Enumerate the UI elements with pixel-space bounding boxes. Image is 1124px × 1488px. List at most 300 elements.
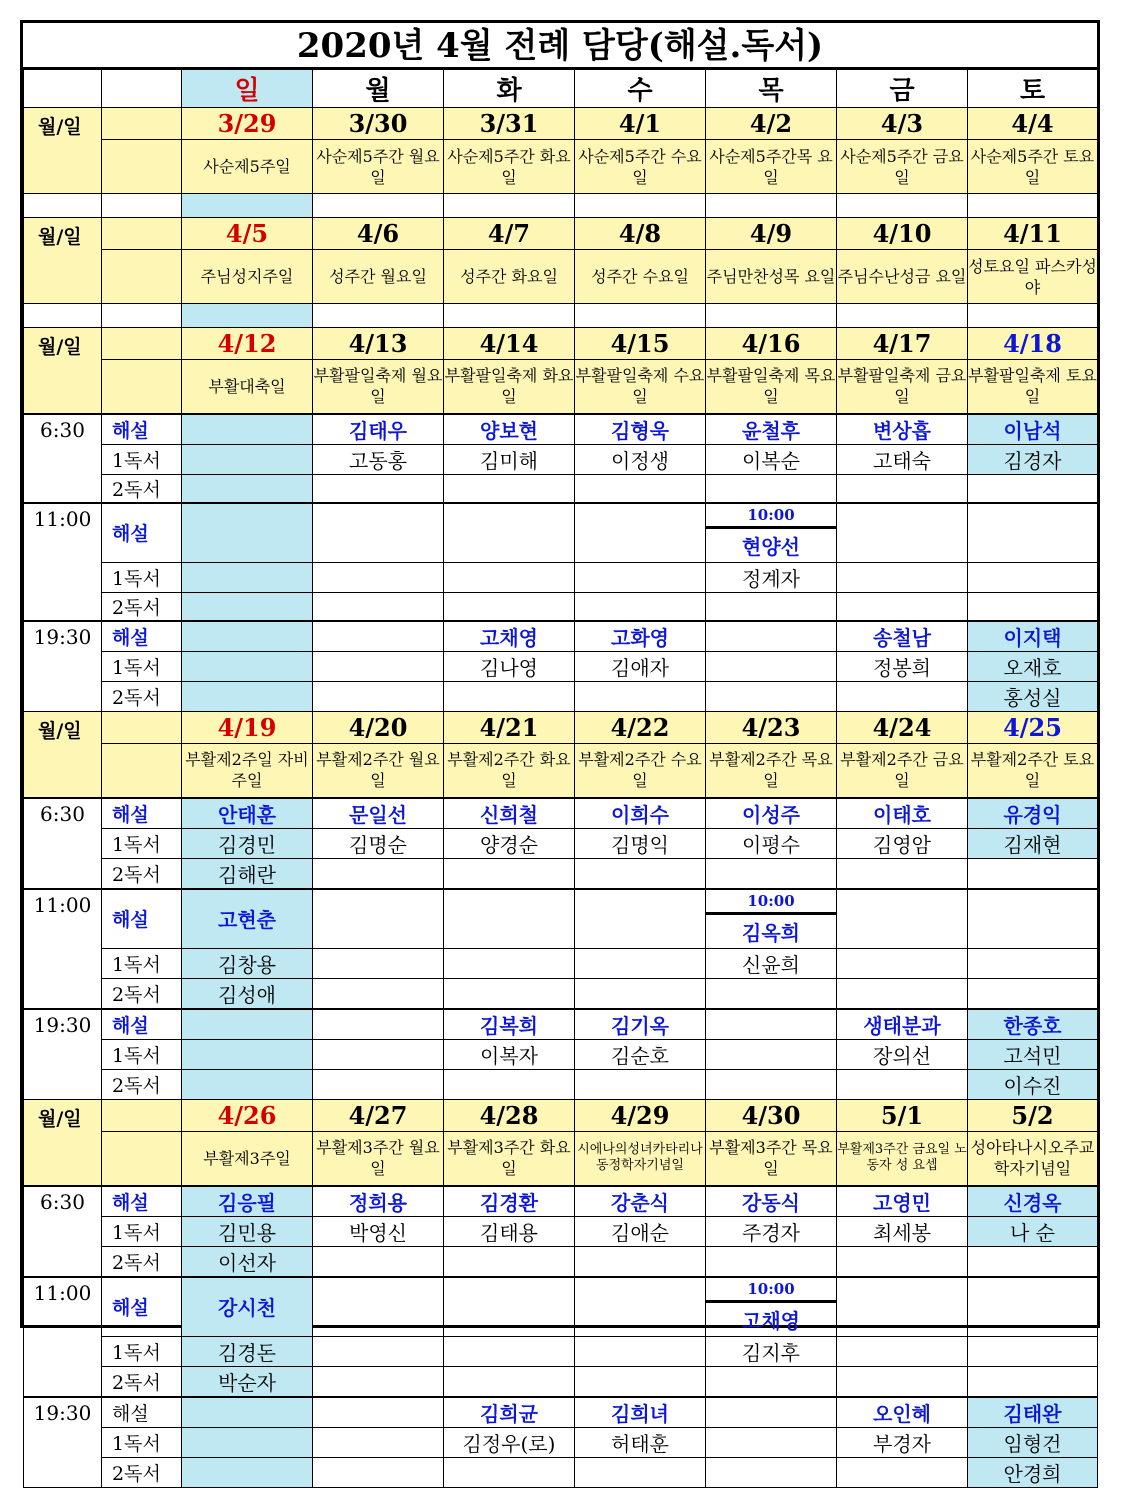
role-label: 1독서 [102, 1428, 182, 1458]
label-spacer [102, 108, 182, 140]
assignee-name [968, 593, 1098, 622]
date-cell: 4/14 [444, 328, 575, 360]
role-label: 1독서 [102, 1040, 182, 1070]
assignee-name [837, 889, 968, 949]
date-cell: 4/4 [968, 108, 1098, 140]
date-cell: 4/23 [706, 712, 837, 744]
weekday-5: 금 [837, 70, 968, 108]
date-cell: 4/24 [837, 712, 968, 744]
assignee-name [313, 474, 444, 503]
date-row [24, 218, 1098, 250]
assignee-name [706, 593, 837, 622]
assignee-name [968, 1277, 1098, 1337]
assignee-name: 장의선 [837, 1040, 968, 1070]
assignee-name: 박순자 [182, 1367, 313, 1398]
role-label: 2독서 [102, 1246, 182, 1277]
spacer-cell [24, 304, 102, 328]
date-cell: 4/10 [837, 218, 968, 250]
date-cell: 4/18 [968, 328, 1098, 360]
mass-row [24, 949, 1098, 979]
spacer-cell [102, 194, 182, 218]
feast-row [24, 360, 1098, 414]
assignee-name [575, 474, 706, 503]
spacer-cell [313, 194, 444, 218]
assignee-name: 최세봉 [837, 1216, 968, 1246]
month-day-label: 월/일 [24, 1100, 102, 1186]
mass-row [24, 1428, 1098, 1458]
feast-cell: 부활제3주간 목요일 [706, 1132, 837, 1186]
assignee-name [837, 1246, 968, 1277]
date-cell: 4/15 [575, 328, 706, 360]
assignee-name [968, 1367, 1098, 1398]
feast-cell: 부활제2주간 화요일 [444, 744, 575, 798]
mass-time: 11:00 [24, 503, 102, 622]
assignee-name [968, 949, 1098, 979]
assignee-name: 문일선 [313, 798, 444, 829]
assignee-name [575, 979, 706, 1010]
assignee-name [313, 621, 444, 652]
assignee-name [968, 474, 1098, 503]
label-spacer [102, 712, 182, 744]
date-cell: 5/2 [968, 1100, 1098, 1132]
assignee-name [182, 1428, 313, 1458]
assignee-name: 김경민 [182, 828, 313, 858]
assignee-name [575, 1337, 706, 1367]
weekday-6: 토 [968, 70, 1098, 108]
assignee-name [182, 1397, 313, 1428]
weekday-header-row [24, 70, 1098, 108]
label-spacer [102, 250, 182, 304]
feast-cell: 부활제3주간 월요일 [313, 1132, 444, 1186]
assignee-name [444, 979, 575, 1010]
assignee-name: 안경희 [968, 1458, 1098, 1488]
schedule-sheet [20, 20, 1100, 1486]
mass-row [24, 682, 1098, 712]
assignee-name [313, 1070, 444, 1100]
date-cell: 4/30 [706, 1100, 837, 1132]
assignee-name [444, 682, 575, 712]
date-cell: 4/1 [575, 108, 706, 140]
mass-row [24, 1277, 1098, 1337]
date-cell: 4/20 [313, 712, 444, 744]
assignee-name: 김재현 [968, 828, 1098, 858]
assignee-name [313, 1397, 444, 1428]
date-cell: 4/16 [706, 328, 837, 360]
date-cell: 4/26 [182, 1100, 313, 1132]
assignee-name: 허태훈 [575, 1428, 706, 1458]
mass-row [24, 1458, 1098, 1488]
assignee-name [444, 563, 575, 593]
corner-cell [102, 70, 182, 108]
role-label: 2독서 [102, 1367, 182, 1398]
assignee-name: 김경환 [444, 1186, 575, 1217]
assignee-name [575, 949, 706, 979]
assignee-name: 송철남 [837, 621, 968, 652]
date-row [24, 328, 1098, 360]
date-row [24, 1100, 1098, 1132]
page-title: 2020년 4월 전례 담당(해설.독서) [23, 23, 1097, 69]
mass-row [24, 1337, 1098, 1367]
date-cell: 4/27 [313, 1100, 444, 1132]
assignee-name [837, 858, 968, 889]
spacer-cell [837, 194, 968, 218]
assignee-name: 이복자 [444, 1040, 575, 1070]
assignee-name [837, 593, 968, 622]
label-spacer [102, 328, 182, 360]
assignee-name: 김희녀 [575, 1397, 706, 1428]
assignee-name [837, 1277, 968, 1337]
assignee-name [706, 1070, 837, 1100]
mass-row [24, 1216, 1098, 1246]
assignee-name: 김애순 [575, 1216, 706, 1246]
corner-cell [24, 70, 102, 108]
assignee-name: 윤철후 [706, 414, 837, 445]
assignee-name: 김기옥 [575, 1009, 706, 1040]
feast-cell: 성주간 월요일 [313, 250, 444, 304]
assignee-name: 고화영 [575, 621, 706, 652]
special-mass-time: 10:00 [706, 1278, 836, 1303]
assignee-name [444, 1337, 575, 1367]
spacer-cell [182, 194, 313, 218]
weekday-4: 목 [706, 70, 837, 108]
assignee-name [182, 1458, 313, 1488]
label-spacer [102, 1132, 182, 1186]
mass-row [24, 1367, 1098, 1398]
assignee-name: 김창용 [182, 949, 313, 979]
mass-time: 19:30 [24, 1009, 102, 1100]
mass-row [24, 1186, 1098, 1217]
assignee-name [706, 1040, 837, 1070]
feast-cell: 부활제2주간 월요일 [313, 744, 444, 798]
assignee-name [182, 1070, 313, 1100]
feast-cell: 사순제5주간 금요일 [837, 140, 968, 194]
assignee-name [444, 889, 575, 949]
feast-cell: 부활제2주일 자비주일 [182, 744, 313, 798]
assignee-name: 이수진 [968, 1070, 1098, 1100]
date-cell: 4/12 [182, 328, 313, 360]
assignee-name [313, 503, 444, 563]
assignee-name: 김성애 [182, 979, 313, 1010]
assignee-name: 임형건 [968, 1428, 1098, 1458]
role-label: 1독서 [102, 563, 182, 593]
assignee-name: 고영민 [837, 1186, 968, 1217]
assignee-name [182, 563, 313, 593]
assignee-name [968, 563, 1098, 593]
assignee-name [313, 652, 444, 682]
mass-row [24, 828, 1098, 858]
feast-cell: 부활팔일축제 수요일 [575, 360, 706, 414]
date-row [24, 108, 1098, 140]
mass-row [24, 444, 1098, 474]
date-cell: 4/22 [575, 712, 706, 744]
assignee-name: 김옥희 [742, 920, 800, 945]
spacer-cell [968, 304, 1098, 328]
spacer-cell [24, 194, 102, 218]
feast-cell: 부활팔일축제 토요일 [968, 360, 1098, 414]
spacer-cell [968, 194, 1098, 218]
spacer-cell [102, 304, 182, 328]
role-label: 2독서 [102, 858, 182, 889]
assignee-name [575, 563, 706, 593]
assignee-name: 김경자 [968, 444, 1098, 474]
date-cell: 4/5 [182, 218, 313, 250]
date-cell: 4/2 [706, 108, 837, 140]
assignee-name: 김희균 [444, 1397, 575, 1428]
assignee-name [575, 682, 706, 712]
date-cell: 4/13 [313, 328, 444, 360]
assignee-name: 김해란 [182, 858, 313, 889]
feast-cell: 주님수난성금 요일 [837, 250, 968, 304]
assignee-name [182, 1040, 313, 1070]
assignee-name [313, 1009, 444, 1040]
assignee-name: 김태용 [444, 1216, 575, 1246]
role-label: 2독서 [102, 474, 182, 503]
assignee-name [182, 414, 313, 445]
mass-row [24, 798, 1098, 829]
feast-cell: 부활제3주간 금요일 노동자 성 요셉 [837, 1132, 968, 1186]
assignee-name: 정계자 [706, 563, 837, 593]
date-cell: 4/7 [444, 218, 575, 250]
assignee-name [575, 858, 706, 889]
assignee-name: 양경순 [444, 828, 575, 858]
feast-cell: 성주간 수요일 [575, 250, 706, 304]
month-day-label: 월/일 [24, 108, 102, 194]
assignee-name: 양보현 [444, 414, 575, 445]
mass-time: 11:00 [24, 889, 102, 1010]
assignee-name: 유경익 [968, 798, 1098, 829]
assignee-name [182, 444, 313, 474]
assignee-name [444, 1458, 575, 1488]
special-mass-cell [706, 889, 837, 949]
assignee-name [968, 858, 1098, 889]
label-spacer [102, 1100, 182, 1132]
assignee-name: 김영암 [837, 828, 968, 858]
special-mass-time: 10:00 [706, 890, 836, 915]
feast-cell: 부활제2주간 금요일 [837, 744, 968, 798]
spacer-cell [837, 304, 968, 328]
spacer-cell [444, 304, 575, 328]
assignee-name [575, 1070, 706, 1100]
special-mass-time: 10:00 [706, 504, 836, 529]
role-label: 해설 [102, 889, 182, 949]
role-label: 해설 [102, 503, 182, 563]
assignee-name [313, 1367, 444, 1398]
assignee-name [837, 1458, 968, 1488]
assignee-name [182, 682, 313, 712]
assignee-name [706, 1367, 837, 1398]
assignee-name: 고채영 [444, 621, 575, 652]
assignee-name [313, 1428, 444, 1458]
date-row [24, 712, 1098, 744]
assignee-name [706, 1009, 837, 1040]
feast-cell: 부활팔일축제 금요일 [837, 360, 968, 414]
special-mass-box [706, 1278, 836, 1337]
date-cell: 5/1 [837, 1100, 968, 1132]
assignee-name [313, 949, 444, 979]
assignee-name [575, 889, 706, 949]
feast-cell: 성주간 화요일 [444, 250, 575, 304]
assignee-name [313, 1040, 444, 1070]
feast-cell: 부활팔일축제 화요일 [444, 360, 575, 414]
assignee-name: 김미해 [444, 444, 575, 474]
feast-cell: 사순제5주간 토요일 [968, 140, 1098, 194]
spacer-cell [444, 194, 575, 218]
feast-row [24, 1132, 1098, 1186]
feast-cell: 성토요일 파스카성야 [968, 250, 1098, 304]
assignee-name: 김민용 [182, 1216, 313, 1246]
assignee-name: 김명순 [313, 828, 444, 858]
assignee-name [313, 858, 444, 889]
label-spacer [102, 744, 182, 798]
assignee-name: 홍성실 [968, 682, 1098, 712]
role-label: 1독서 [102, 444, 182, 474]
assignee-name [444, 593, 575, 622]
assignee-name: 김경돈 [182, 1337, 313, 1367]
assignee-name [706, 1458, 837, 1488]
assignee-name [575, 593, 706, 622]
assignee-name [575, 503, 706, 563]
role-label: 1독서 [102, 1216, 182, 1246]
assignee-name [575, 1277, 706, 1337]
weekday-0: 일 [182, 70, 313, 108]
assignee-name [182, 1009, 313, 1040]
assignee-name [313, 1458, 444, 1488]
assignee-name [444, 1367, 575, 1398]
date-cell: 3/29 [182, 108, 313, 140]
assignee-name [313, 1277, 444, 1337]
mass-row [24, 563, 1098, 593]
role-label: 해설 [102, 1186, 182, 1217]
feast-cell: 성아타나시오주교학자기념일 [968, 1132, 1098, 1186]
mass-row [24, 474, 1098, 503]
assignee-name [837, 563, 968, 593]
assignee-name [182, 621, 313, 652]
spacer-cell [706, 304, 837, 328]
feast-cell: 시에나의성녀카타리나동정학자기념일 [575, 1132, 706, 1186]
mass-row [24, 979, 1098, 1010]
assignee-name [182, 593, 313, 622]
assignee-name [575, 1246, 706, 1277]
schedule-table [23, 69, 1098, 1488]
feast-cell: 사순제5주간목 요일 [706, 140, 837, 194]
role-label: 2독서 [102, 1070, 182, 1100]
date-cell: 4/17 [837, 328, 968, 360]
assignee-name [837, 979, 968, 1010]
feast-cell: 부활팔일축제 목요일 [706, 360, 837, 414]
assignee-name: 변상흡 [837, 414, 968, 445]
assignee-name [575, 1458, 706, 1488]
assignee-name [968, 1337, 1098, 1367]
assignee-name: 이태호 [837, 798, 968, 829]
mass-row [24, 1070, 1098, 1100]
assignee-name: 강춘식 [575, 1186, 706, 1217]
spacer-cell [313, 304, 444, 328]
assignee-name [706, 474, 837, 503]
assignee-name: 박영신 [313, 1216, 444, 1246]
assignee-name [706, 682, 837, 712]
role-label: 2독서 [102, 1458, 182, 1488]
assignee-name [313, 593, 444, 622]
date-cell: 3/30 [313, 108, 444, 140]
date-cell: 4/9 [706, 218, 837, 250]
feast-row [24, 140, 1098, 194]
assignee-name [837, 1337, 968, 1367]
assignee-name: 김응필 [182, 1186, 313, 1217]
assignee-name [182, 652, 313, 682]
assignee-name [444, 1070, 575, 1100]
feast-cell: 부활제2주간 목요일 [706, 744, 837, 798]
assignee-name [313, 979, 444, 1010]
assignee-name [182, 474, 313, 503]
feast-cell: 부활제3주일 [182, 1132, 313, 1186]
spacer-cell [706, 194, 837, 218]
assignee-name [837, 503, 968, 563]
assignee-name: 김순호 [575, 1040, 706, 1070]
date-cell: 4/3 [837, 108, 968, 140]
mass-row [24, 593, 1098, 622]
date-cell: 3/31 [444, 108, 575, 140]
assignee-name [313, 1246, 444, 1277]
assignee-name: 이성주 [706, 798, 837, 829]
assignee-name: 정희용 [313, 1186, 444, 1217]
mass-time: 6:30 [24, 798, 102, 889]
assignee-name [444, 858, 575, 889]
feast-cell: 사순제5주간 월요일 [313, 140, 444, 194]
feast-cell: 사순제5주일 [182, 140, 313, 194]
assignee-name: 정봉희 [837, 652, 968, 682]
assignee-name: 부경자 [837, 1428, 968, 1458]
date-cell: 4/21 [444, 712, 575, 744]
feast-cell: 사순제5주간 수요일 [575, 140, 706, 194]
assignee-name: 고태숙 [837, 444, 968, 474]
feast-cell: 부활제2주간 수요일 [575, 744, 706, 798]
assignee-name [444, 474, 575, 503]
date-cell: 4/25 [968, 712, 1098, 744]
assignee-name [968, 503, 1098, 563]
assignee-name: 이평수 [706, 828, 837, 858]
role-label: 2독서 [102, 593, 182, 622]
assignee-name [444, 949, 575, 979]
assignee-name [837, 949, 968, 979]
mass-time: 11:00 [24, 1277, 102, 1398]
month-day-label: 월/일 [24, 328, 102, 414]
mass-time: 19:30 [24, 1397, 102, 1488]
assignee-name: 김형욱 [575, 414, 706, 445]
assignee-name: 김정우(로) [444, 1428, 575, 1458]
spacer-cell [575, 194, 706, 218]
assignee-name: 이희수 [575, 798, 706, 829]
assignee-name: 고채영 [742, 1308, 800, 1333]
assignee-name [968, 979, 1098, 1010]
role-label: 1독서 [102, 652, 182, 682]
role-label: 해설 [102, 1277, 182, 1337]
assignee-name: 현양선 [742, 534, 800, 559]
assignee-name [837, 1367, 968, 1398]
role-label: 해설 [102, 414, 182, 445]
assignee-name: 고석민 [968, 1040, 1098, 1070]
label-spacer [102, 140, 182, 194]
assignee-name: 이지택 [968, 621, 1098, 652]
assignee-name: 나 순 [968, 1216, 1098, 1246]
role-label: 해설 [102, 1009, 182, 1040]
assignee-name [575, 1367, 706, 1398]
mass-time: 6:30 [24, 414, 102, 503]
assignee-name: 생태분과 [837, 1009, 968, 1040]
special-mass-box [706, 504, 836, 563]
feast-row [24, 250, 1098, 304]
role-label: 2독서 [102, 979, 182, 1010]
special-mass-cell [706, 1277, 837, 1337]
